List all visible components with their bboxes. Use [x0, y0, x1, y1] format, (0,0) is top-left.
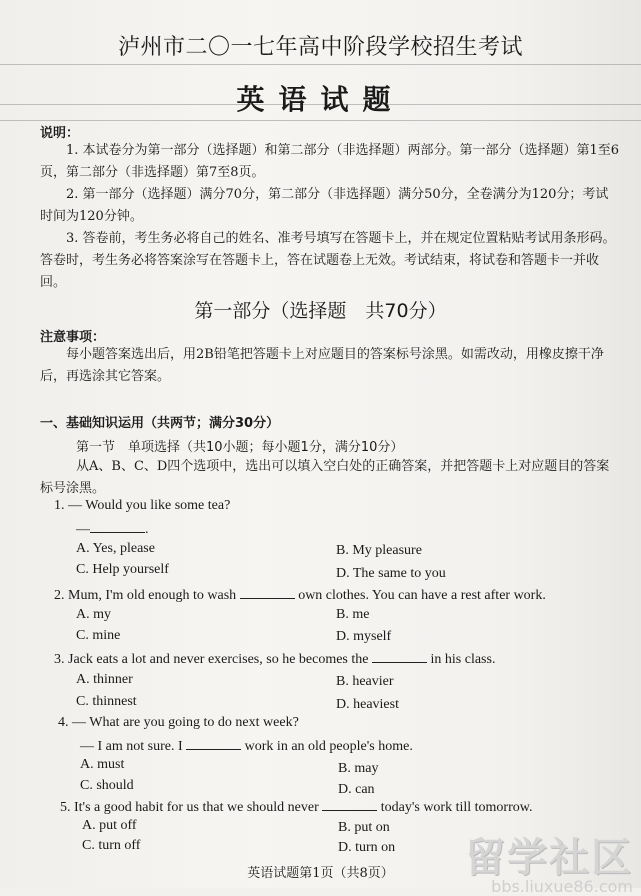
option-1b: B. My pleasure [336, 543, 422, 558]
question-text: — Would you like some tea? [68, 498, 231, 513]
option-3b: B. heavier [336, 674, 394, 689]
exam-title: 泸州市二〇一七年高中阶段学校招生考试 [117, 35, 523, 60]
option-3d: D. heaviest [336, 697, 399, 712]
subject-title: 英语试题 [236, 83, 405, 116]
question-1-response [76, 520, 149, 538]
watermark-text: 留学社区 [465, 835, 633, 881]
option-5c: C. turn off [82, 838, 141, 853]
notes-text: 每小题答案选出后，用2B铅笔把答题卡上对应题目的答案标号涂黑。如需改动，用橡皮擦干净后，再选涂其它答案。 [40, 347, 604, 384]
directions-text: 从A、B、C、D四个选项中，选出可以填入空白处的正确答案，并把答题卡上对应题目的答案标号涂黑。 [40, 459, 610, 496]
question-number: 5. [60, 800, 71, 815]
question-text: Mum, I'm old enough to wash [68, 588, 237, 603]
option-1d: D. The same to you [336, 566, 446, 581]
answer-blank [240, 586, 295, 599]
option-2c: C. mine [76, 628, 121, 643]
question-3 [54, 650, 495, 668]
question-text-after: today's work till tomorrow. [380, 800, 533, 815]
divider [0, 120, 641, 121]
divider [0, 64, 641, 65]
question-text: — What are you going to do next week? [72, 715, 299, 730]
option-5d: D. turn on [338, 840, 396, 855]
option-3a: A. thinner [76, 672, 133, 687]
page-footer: 英语试题第1页（共8页） [247, 866, 394, 881]
option-2d: D. myself [336, 629, 392, 644]
answer-blank [90, 520, 145, 533]
option-5b: B. put on [338, 820, 390, 835]
option-5a: A. put off [82, 818, 137, 833]
answer-blank [186, 737, 241, 750]
section-heading: 一、基础知识运用（共两节；满分30分） [40, 416, 280, 431]
option-4a: A. must [80, 757, 125, 772]
option-3c: C. thinnest [76, 694, 137, 709]
instructions-heading: 说明： [40, 126, 80, 141]
question-text-after: in his class. [430, 652, 496, 667]
subsection-heading [76, 436, 403, 455]
option-4d: D. can [338, 782, 375, 797]
question-text-after: work in an old people's home. [244, 739, 413, 754]
question-text-after: own clothes. You can have a rest after work. [298, 588, 546, 603]
question-text: Jack eats a lot and never exercises, so he becomes the [68, 652, 369, 667]
subsection-heading-text: 第一节 单项选择（共10小题；每小题1分，满分10分） [76, 440, 404, 455]
question-text: — I am not sure. I [80, 739, 183, 754]
question-number: 4. [58, 715, 69, 730]
option-4c: C. should [80, 778, 134, 793]
option-1c: C. Help yourself [76, 562, 169, 577]
watermark-url: bbs.liuxue86.com [491, 877, 633, 896]
option-2a: A. my [76, 607, 111, 622]
option-4b: B. may [338, 761, 379, 776]
answer-blank [322, 798, 377, 811]
watermark-logo [465, 826, 633, 896]
period: . [145, 522, 149, 537]
answer-blank [372, 650, 427, 663]
instruction-item-2: 2. 第一部分（选择题）满分70分，第二部分（非选择题）满分50分，全卷满分为120分；考试时间为120分钟。 [40, 187, 609, 224]
notes-heading: 注意事项： [40, 330, 106, 345]
question-4-response [80, 737, 413, 755]
question-1 [54, 498, 230, 514]
dash: — [76, 522, 90, 537]
instruction-item-3: 3. 答卷前，考生务必将自己的姓名、准考号填写在答题卡上，并在规定位置粘贴考试用条形码。答卷时，考生务必将答案涂写在答题卡上，答在试题卷上无效。考试结束，将试卷和答题卡一并收回。 [40, 231, 616, 290]
question-number: 2. [54, 588, 65, 603]
option-2b: B. me [336, 607, 370, 622]
question-text: It's a good habit for us that we should never [74, 800, 319, 815]
question-4 [58, 715, 299, 731]
part-one-title: 第一部分（选择题 共70分） [194, 300, 447, 322]
question-5 [60, 798, 532, 816]
question-number: 1. [54, 498, 65, 513]
question-2 [54, 586, 546, 604]
option-1a: A. Yes, please [76, 541, 155, 556]
question-number: 3. [54, 652, 65, 667]
instruction-item-1: 1. 本试卷分为第一部分（选择题）和第二部分（非选择题）两部分。第一部分（选择题）第1至6页，第二部分（非选择题）第7至8页。 [40, 143, 620, 180]
